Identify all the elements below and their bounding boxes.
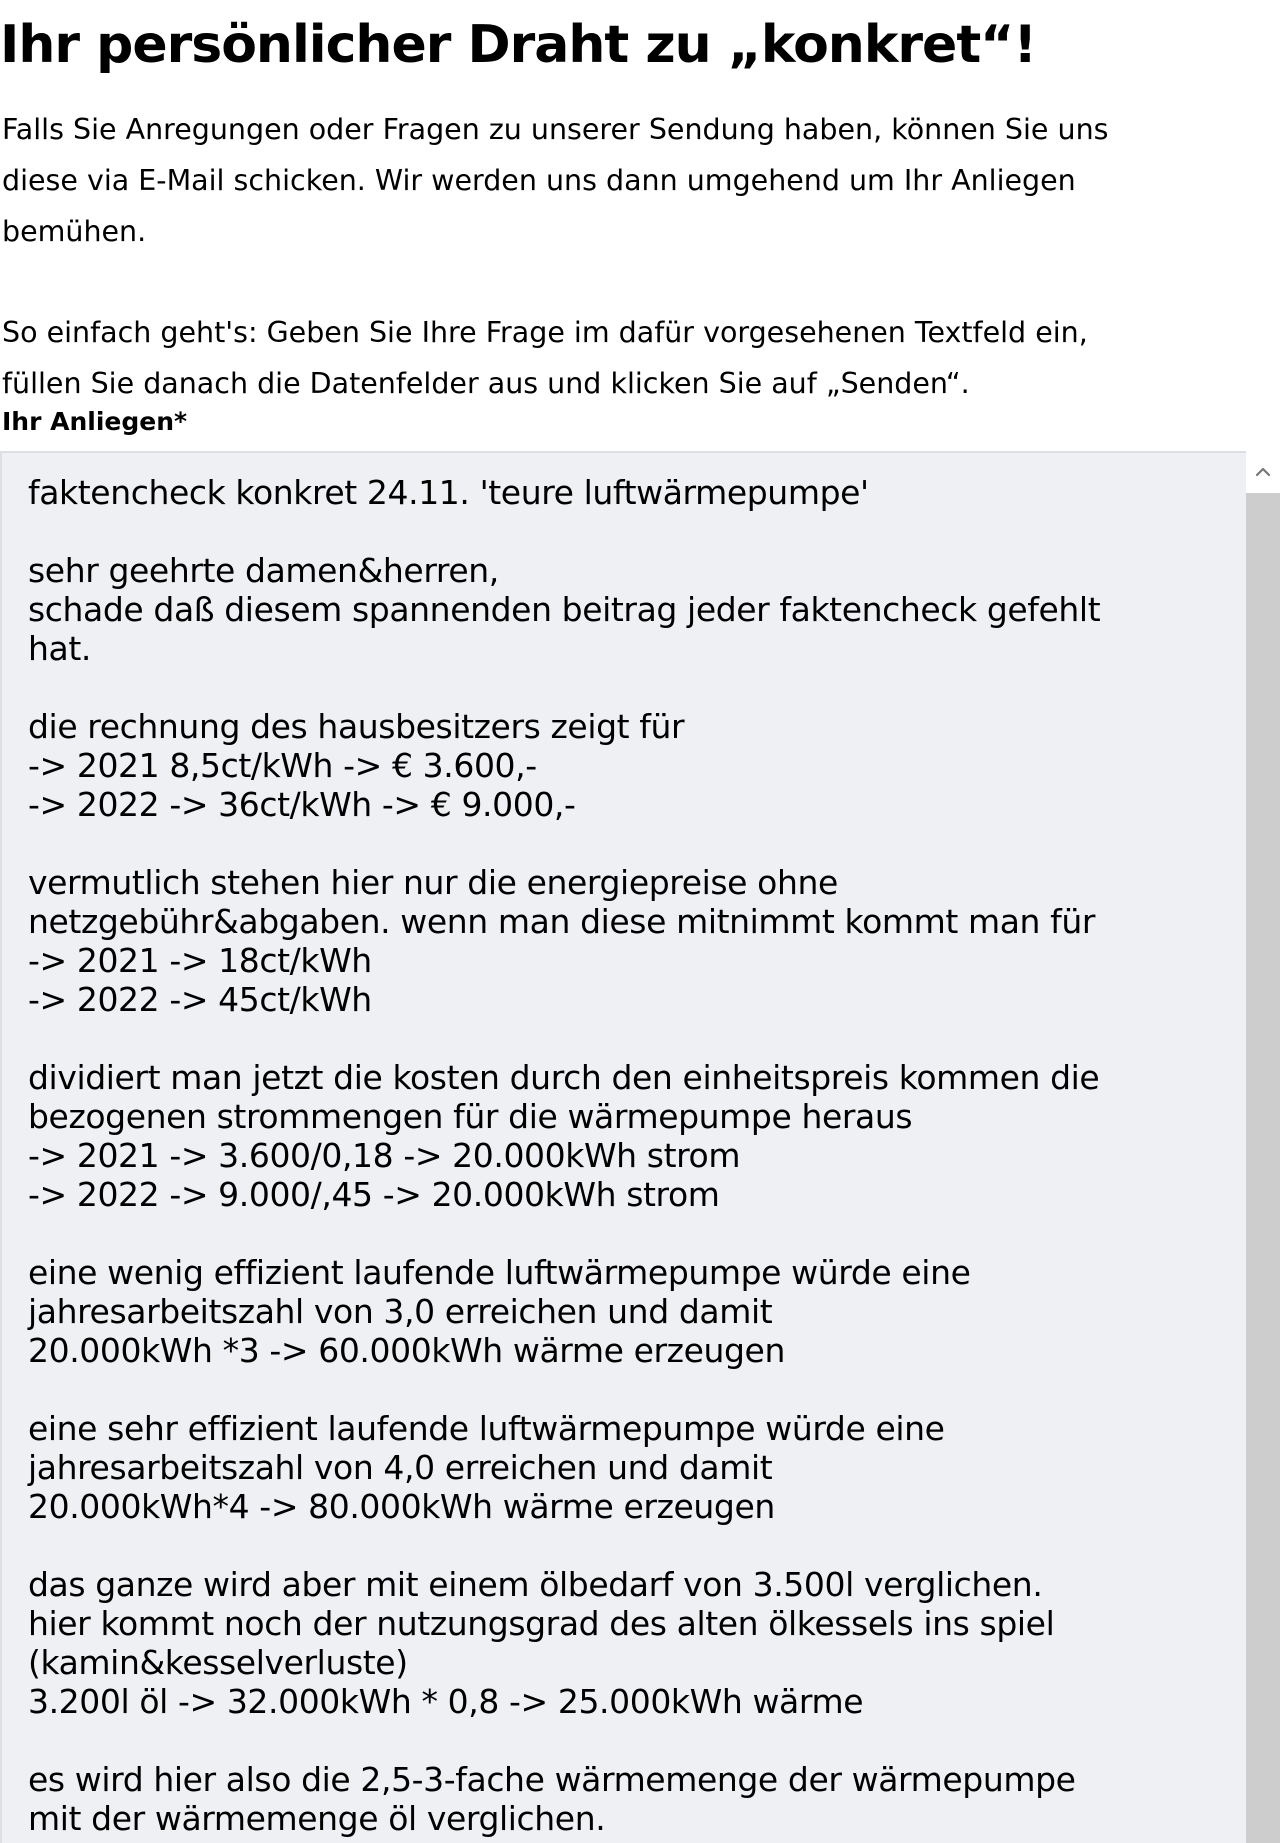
scrollbar-thumb[interactable] bbox=[1246, 493, 1280, 1843]
message-text[interactable]: faktencheck konkret 24.11. 'teure luftwärmepumpe' sehr geehrte damen&herren, schade daß diesem spannenden beitrag jeder faktencheck gefehlt hat. die rechnung des hausbesitzers zeigt für -> 2021 8,5ct/kWh -> € 3.600,- -> 2022 -> 36ct/kWh -> € 9.000,- vermutlich stehen hier nur die energiepreise ohne netzgebühr&abgaben. wenn man diese mitnimmt kommt man für -> 2021 -> 18ct/kWh -> 2022 -> 45ct/kWh dividiert man jetzt die kosten durch den einheitspreis kommen die bezogenen strommengen für die wärmepumpe heraus -> 2021 -> 3.600/0,18 -> 20.000kWh strom -> 2022 -> 9.000/,45 -> 20.000kWh strom eine wenig effizient laufende luftwärmepumpe würde eine jahresarbeitszahl von 3,0 erreichen und damit 20.000kWh *3 -> 60.000kWh wärme erzeugen eine sehr effizient laufende luftwärmepumpe würde eine jahresarbeitszahl von 4,0 erreichen und damit 20.000kWh*4 -> 80.000kWh wärme erzeugen das ganze wird aber mit einem ölbedarf von 3.500l verglichen. hier kommt noch der nutzungsgrad des alten ölkessels ins spiel (kamin&kesselverluste) 3.200l öl -> 32.000kWh * 0,8 -> 25.000kWh wärme es wird hier also die 2,5-3-fache wärmemenge der wärmepumpe mit der wärmemenge öl verglichen. bbox=[28, 473, 1101, 1838]
message-textarea[interactable] bbox=[0, 451, 1248, 1843]
message-label: Ihr Anliegen* bbox=[2, 407, 188, 436]
intro-paragraph-2: So einfach geht's: Geben Sie Ihre Frage im dafür vorgesehenen Textfeld ein, füllen Sie danach die Datenfelder aus und klicken Sie auf „Senden“. bbox=[2, 316, 1088, 400]
scroll-up-button[interactable] bbox=[1246, 451, 1280, 493]
textarea-scrollbar[interactable] bbox=[1246, 451, 1280, 1843]
chevron-up-icon bbox=[1254, 466, 1272, 478]
intro-paragraph-1: Falls Sie Anregungen oder Fragen zu unserer Sendung haben, können Sie uns diese via E-Mail schicken. Wir werden uns dann umgehend um Ihr Anliegen bemühen. bbox=[2, 113, 1109, 248]
page-title: Ihr persönlicher Draht zu „konkret“! bbox=[0, 15, 1037, 75]
